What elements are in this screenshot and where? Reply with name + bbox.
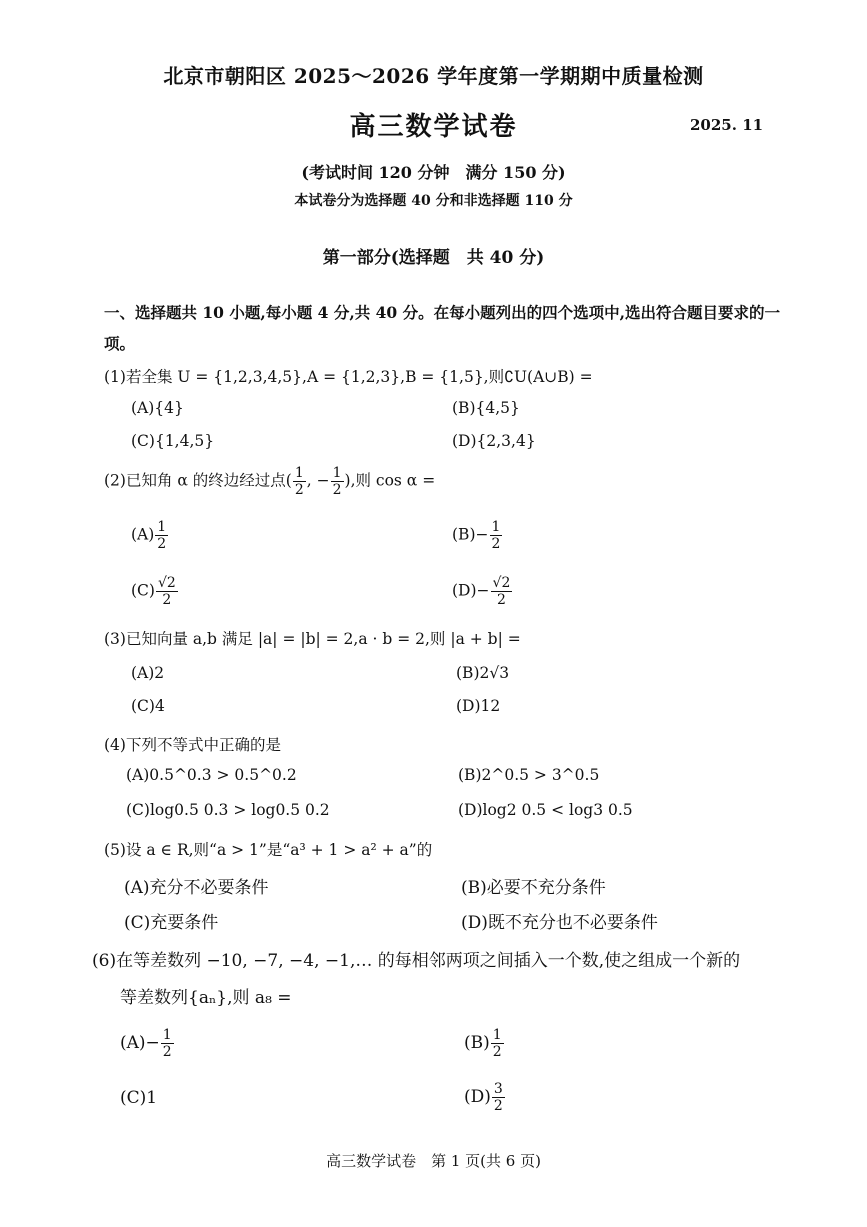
question-4-option-b: (B)2^0.5 > 3^0.5 [458,766,600,784]
question-6-option-b: (B) $\frac{1}{2}$ [464,1027,502,1060]
question-4-option-d: (D)log2 0.5 < log3 0.5 [458,801,633,819]
question-4-option-c: (C)log0.5 0.3 > log0.5 0.2 [126,801,330,819]
fraction: $\frac{√2}{2}$ [492,575,511,608]
question-1-option-c: (C){1,4,5} [131,432,215,450]
page-footer: 高三数学试卷 第 1 页(共 6 页) [326,1152,541,1170]
question-4-stem: (4)下列不等式中正确的是 [104,736,281,754]
question-6-stem-line2: 等差数列{aₙ},则 a₈ = [120,988,292,1008]
question-6-stem: (6)在等差数列 −10, −7, −4, −1,… 的每相邻两项之间插入一个数,使之组成一个新的 [92,951,741,971]
exam-time-info: (考试时间 120 分钟 满分 150 分) [301,163,566,182]
question-3-option-d: (D)12 [456,697,501,715]
question-4-option-a: (A)0.5^0.3 > 0.5^0.2 [126,766,297,784]
question-2-option-d: (D)− $\frac{√2}{2}$ [452,575,511,608]
question-1-option-d: (D){2,3,4} [452,432,536,450]
question-2-option-c: (C) $\frac{√2}{2}$ [131,575,176,608]
question-1-option-b: (B){4,5} [452,399,520,417]
question-1-option-a: (A){4} [131,399,184,417]
fraction: $\frac{3}{2}$ [493,1081,503,1114]
question-5-option-b: (B)必要不充分条件 [461,878,606,898]
exam-title: 高三数学试卷 [349,112,518,142]
fraction: $\frac{1}{2}$ [491,519,501,552]
question-1-stem: (1)若全集 U = {1,2,3,4,5},A = {1,2,3},B = {1,5},则∁U(A∪B) = [104,368,593,386]
question-5-option-a: (A)充分不必要条件 [124,878,269,898]
question-3-option-c: (C)4 [131,697,165,715]
fraction: $\frac{1}{2}$ [162,1027,172,1060]
question-5-option-d: (D)既不充分也不必要条件 [461,913,658,933]
question-3-stem: (3)已知向量 a,b 满足 |a| = |b| = 2,a · b = 2,则 |a + b| = [104,630,521,648]
fraction: $\frac{√2}{2}$ [157,575,176,608]
exam-description: 本试卷分为选择题 40 分和非选择题 110 分 [294,193,573,209]
fraction: $\frac{1}{2}$ [332,465,342,498]
question-2-stem: (2)已知角 α 的终边经过点( $\frac{1}{2}$ , − $\frac{1}{2}$ ),则 cos α = [104,465,436,498]
question-6-option-d: (D) $\frac{3}{2}$ [464,1081,503,1114]
question-3-option-b: (B)2√3 [456,664,510,682]
question-2-option-b: (B)− $\frac{1}{2}$ [452,519,501,552]
question-5-stem: (5)设 a ∈ R,则“a > 1”是“a³ + 1 > a² + a”的 [104,841,433,859]
part1-title: 第一部分(选择题 共 40 分) [322,248,545,268]
school-header: 北京市朝阳区 2025～2026 学年度第一学期期中质量检测 [163,64,704,88]
question-5-option-c: (C)充要条件 [124,913,219,933]
question-6-option-c: (C)1 [120,1088,158,1108]
question-6-option-a: (A)− $\frac{1}{2}$ [120,1027,172,1060]
question-2-option-a: (A) $\frac{1}{2}$ [131,519,167,552]
fraction: $\frac{1}{2}$ [492,1027,502,1060]
exam-date: 2025. 11 [690,116,764,134]
part1-instruction: 一、选择题共 10 小题,每小题 4 分,共 40 分。在每小题列出的四个选项中,选出符合题目要求的一项。 [104,303,780,353]
question-3-option-a: (A)2 [131,664,165,682]
fraction: $\frac{1}{2}$ [294,465,304,498]
fraction: $\frac{1}{2}$ [157,519,167,552]
